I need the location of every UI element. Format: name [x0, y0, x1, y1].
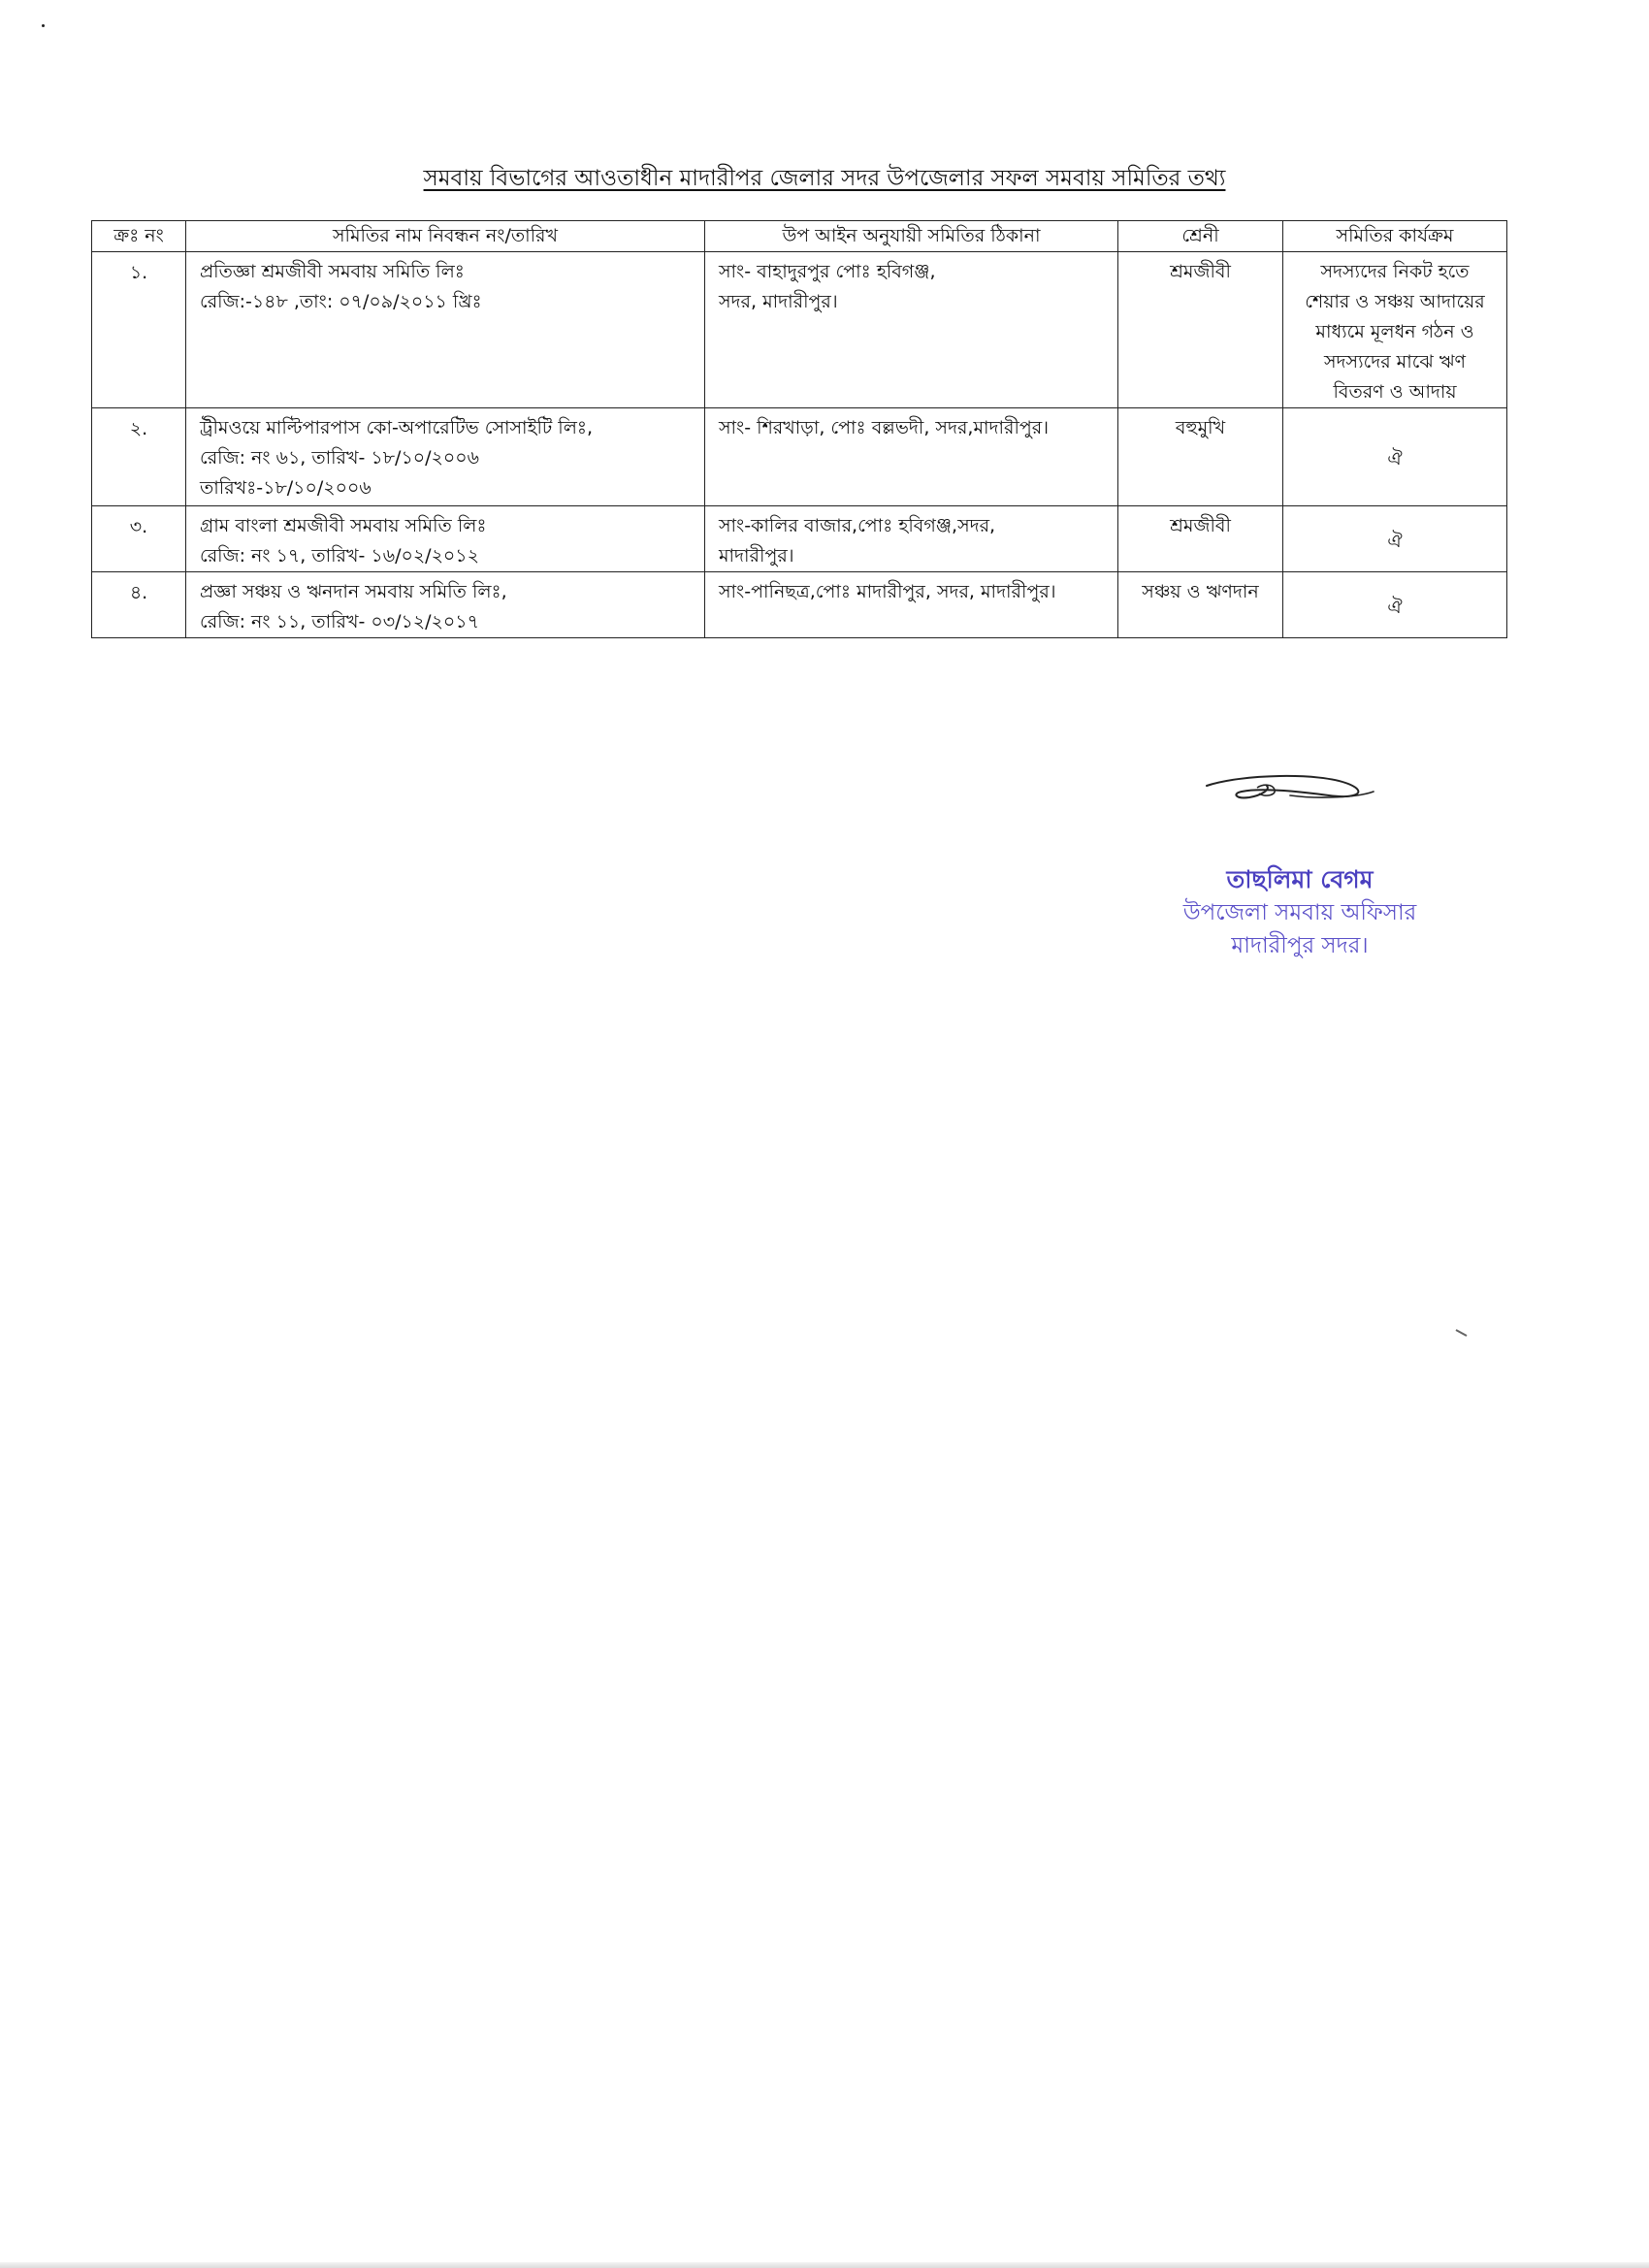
registration-line: রেজি: নং ১৭, তারিখ- ১৬/০২/২০১২ [200, 545, 479, 567]
address-line: সদর, মাদারীপুর। [719, 291, 838, 312]
name-line: প্রজ্ঞা সঞ্চয় ও ঋনদান সমবায় সমিতি লিঃ, [200, 581, 507, 602]
stamp-name: তাছলিমা বেগম [1226, 865, 1374, 893]
header-activity: সমিতির কার্যক্রম [1283, 221, 1507, 252]
cell-category: সঞ্চয় ও ঋণদান [1118, 572, 1283, 638]
name-line: গ্রাম বাংলা শ্রমজীবী সমবায় সমিতি লিঃ [200, 515, 487, 536]
cell-category: বহুমুখি [1118, 408, 1283, 506]
handwritten-signature [1203, 766, 1377, 815]
header-serial: ক্রঃ নং [92, 221, 186, 252]
scan-speck [42, 24, 45, 27]
activity-line: মাধ্যমে মূলধন গঠন ও [1315, 321, 1474, 342]
stamp-designation: উপজেলা সমবায় অফিসার [1182, 900, 1417, 925]
cell-name [186, 572, 705, 638]
activity-line: সদস্যদের মাঝে ঋণ [1323, 351, 1467, 373]
cell-activity [1283, 408, 1507, 506]
document-title-text: সমবায় বিভাগের আওতাধীন মাদারীপর জেলার সদর উপজেলার সফল সমবায় সমিতির তথ্য [423, 166, 1226, 191]
address-line: মাদারীপুর। [719, 545, 794, 567]
cell-activity [1283, 252, 1507, 408]
cell-address [705, 252, 1118, 408]
date-line: তারিখঃ-১৮/১০/২০০৬ [200, 477, 372, 499]
name-line: প্রতিজ্ঞা শ্রমজীবী সমবায় সমিতি লিঃ [200, 261, 465, 282]
table-row [92, 252, 1507, 408]
address-line: সাং- বাহাদুরপুর পোঃ হবিগঞ্জ, [719, 261, 936, 282]
cell-address [705, 572, 1118, 638]
cell-serial: ২. [92, 408, 186, 506]
registration-line: রেজি: নং ১১, তারিখ- ০৩/১২/২০১৭ [200, 611, 479, 632]
cell-activity [1283, 572, 1507, 638]
address-line: সাং-পানিছত্র,পোঃ মাদারীপুর, সদর, মাদারীপুর। [719, 581, 1056, 602]
cell-serial: ১. [92, 252, 186, 408]
cell-activity [1283, 506, 1507, 572]
table-row [92, 408, 1507, 506]
name-line: ট্রীমওয়ে মাল্টিপারপাস কো-অপারেটিভ সোসাইটি লিঃ, [200, 417, 594, 438]
cell-name [186, 408, 705, 506]
scan-mark [1455, 1329, 1469, 1337]
activity-line: বিতরণ ও আদায় [1333, 381, 1457, 403]
address-line: সাং- শিরখাড়া, পোঃ বল্লভদী, সদর,মাদারীপুর। [719, 417, 1050, 438]
table-header-row [92, 221, 1507, 252]
activity-line: সদস্যদের নিকট হতে [1320, 261, 1470, 282]
cell-category: শ্রমজীবী [1118, 252, 1283, 408]
scan-edge [0, 2262, 1649, 2268]
address-line: সাং-কালির বাজার,পোঃ হবিগঞ্জ,সদর, [719, 515, 996, 536]
cell-name [186, 506, 705, 572]
activity-line: শেয়ার ও সঞ্চয় আদায়ের [1305, 291, 1485, 312]
table-row [92, 572, 1507, 638]
cell-category: শ্রমজীবী [1118, 506, 1283, 572]
cell-serial: ৩. [92, 506, 186, 572]
activity-ditto: ঐ [1387, 448, 1403, 470]
header-category: শ্রেনী [1118, 221, 1283, 252]
cooperative-table [91, 220, 1507, 638]
header-name: সমিতির নাম নিবন্ধন নং/তারিখ [186, 221, 705, 252]
activity-ditto: ঐ [1387, 530, 1403, 552]
cell-address [705, 408, 1118, 506]
header-address: উপ আইন অনুযায়ী সমিতির ঠিকানা [705, 221, 1118, 252]
document-title [0, 163, 1649, 194]
registration-line: রেজি:-১৪৮ ,তাং: ০৭/০৯/২০১১ খ্রিঃ [200, 291, 482, 312]
official-stamp [1116, 863, 1484, 962]
cell-serial: ৪. [92, 572, 186, 638]
table-row [92, 506, 1507, 572]
activity-ditto: ঐ [1387, 596, 1403, 618]
cell-address [705, 506, 1118, 572]
cell-name [186, 252, 705, 408]
registration-line: রেজি: নং ৬১, তারিখ- ১৮/১০/২০০৬ [200, 447, 479, 469]
signature-block [1116, 766, 1484, 989]
stamp-office: মাদারীপুর সদর। [1231, 933, 1369, 958]
